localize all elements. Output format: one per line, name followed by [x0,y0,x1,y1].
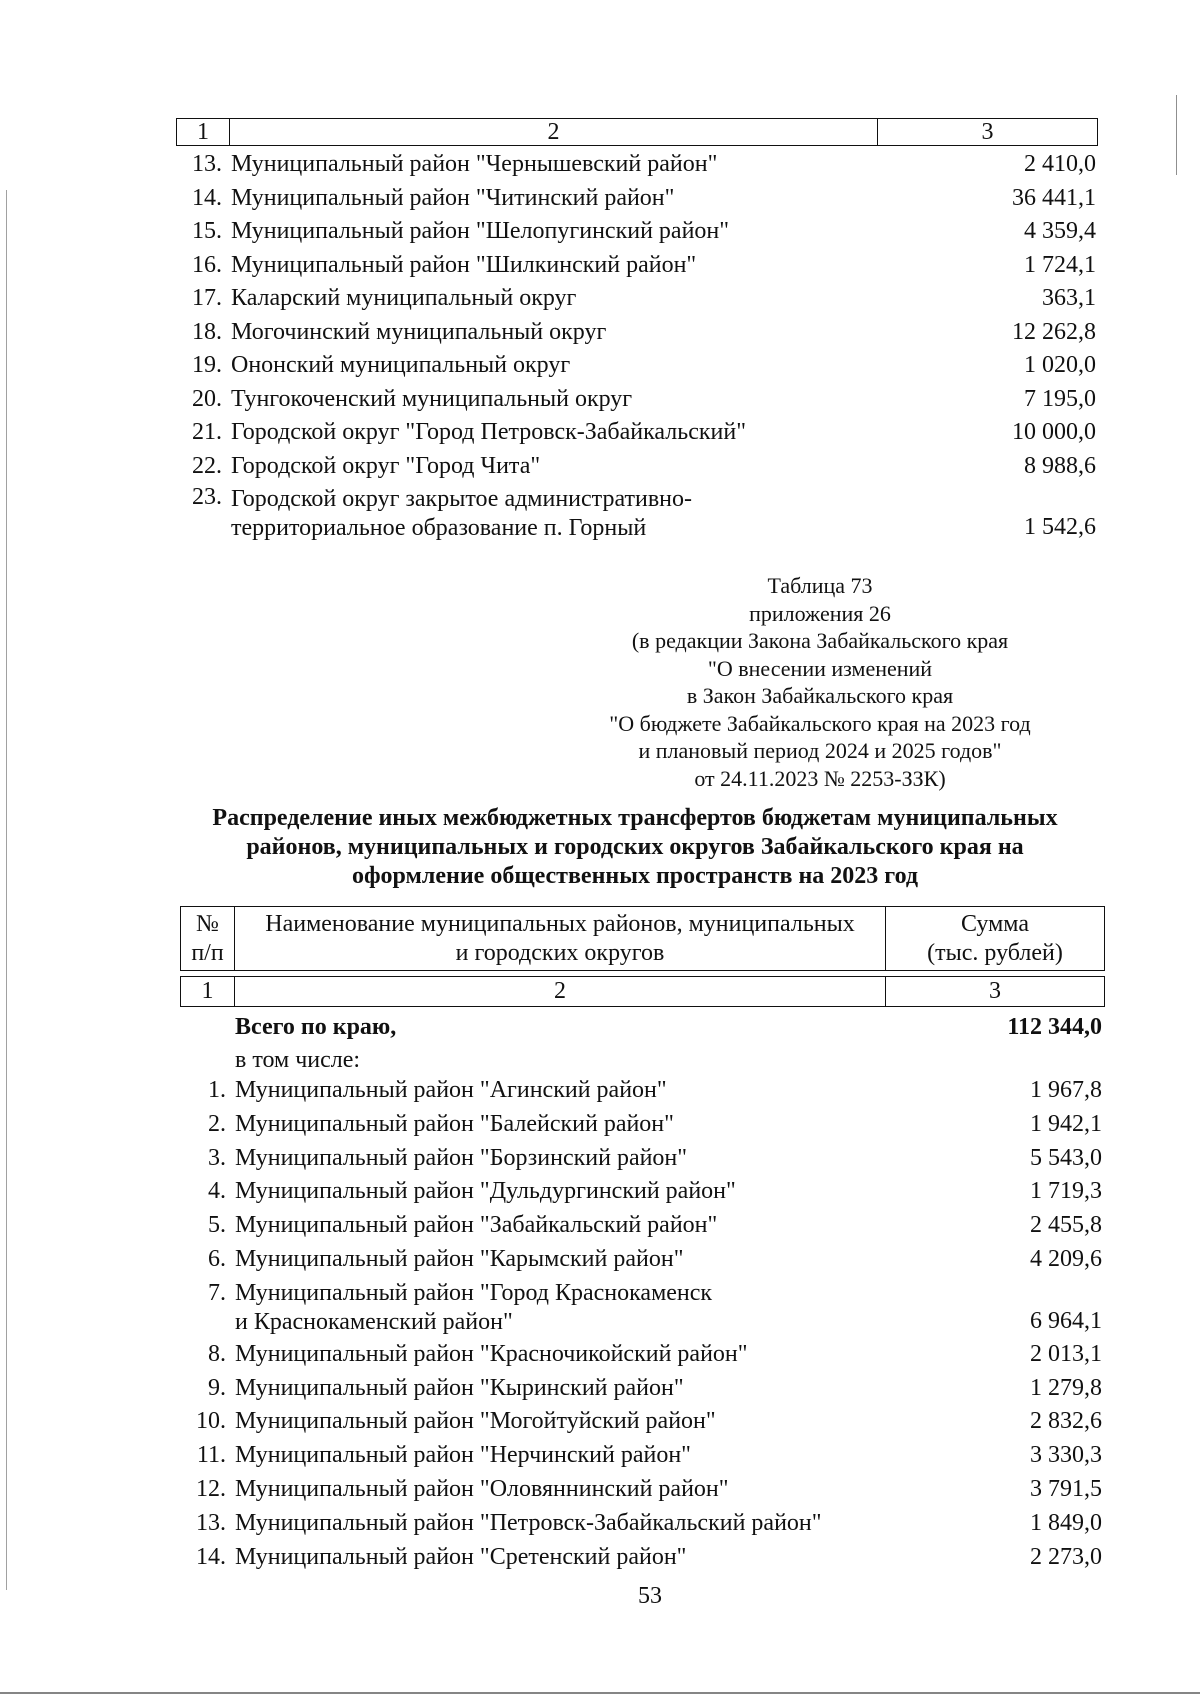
row-number: 8. [208,1340,226,1367]
row-name: Муниципальный район "Шилкинский район" [231,251,697,278]
scan-edge-right [1176,95,1177,175]
col-header-amount-line-1: Сумма [961,910,1029,937]
row-amount: 1 020,0 [1024,352,1096,378]
row-amount: 4 359,4 [1024,218,1096,244]
table-row [176,182,1096,216]
table-row [176,483,1096,544]
row-amount: 1 849,0 [1030,1509,1102,1536]
row-number: 21. [192,419,222,445]
scan-edge-bottom [0,1692,1200,1694]
row-amount: 1 542,6 [1024,514,1096,540]
row-number: 3. [208,1144,226,1171]
row-number: 9. [208,1374,226,1401]
row-number: 1. [208,1077,226,1103]
row-amount: 2 410,0 [1024,151,1096,177]
table-row [180,1142,1102,1176]
row-amount: 3 330,3 [1030,1442,1102,1469]
total-label: Всего по краю, [235,1014,397,1040]
col-header-number [181,907,235,971]
col-header-name-line-1: Наименование муниципальных районов, муниципальных [265,910,855,937]
row-number: 18. [192,318,222,345]
top-index-col-3: 3 [878,119,1098,146]
caption-line: (в редакции Закона Забайкальского края [631,628,1009,653]
row-number: 12. [196,1475,226,1502]
top-index-col-1: 1 [177,119,230,146]
row-name: Муниципальный район "Оловяннинский район" [235,1475,729,1502]
table-row [180,1405,1102,1439]
row-number: 19. [192,352,222,378]
row-amount: 2 832,6 [1030,1408,1102,1435]
row-number: 20. [192,385,222,412]
row-name: Муниципальный район "Забайкальский район" [235,1212,718,1239]
top-table-body [176,148,1096,544]
total-amount: 112 344,0 [1007,1014,1102,1040]
row-number: 14. [192,184,222,211]
table-row [180,1507,1102,1541]
row-name-line-1: Городской округ закрытое административно- [231,486,692,512]
row-number: 14. [196,1543,226,1570]
row-number: 13. [196,1509,226,1536]
row-name: Муниципальный район "Чернышевский район" [231,151,718,177]
row-name: Муниципальный район "Петровск-Забайкальский район" [235,1509,822,1536]
row-number: 4. [208,1178,226,1205]
row-amount: 8 988,6 [1024,452,1096,479]
table-row [176,282,1096,316]
table-row [180,1473,1102,1507]
table-row [180,1209,1102,1243]
row-name [235,1279,712,1337]
row-name: Каларский муниципальный округ [231,285,577,311]
caption-line: приложения 26 [749,600,891,626]
row-amount: 1 279,8 [1030,1374,1102,1401]
scan-edge-left [6,190,7,1590]
row-amount: 2 013,1 [1030,1340,1102,1367]
col-header-amount [886,907,1105,971]
row-name: Муниципальный район "Могойтуйский район" [235,1408,716,1435]
row-amount: 363,1 [1042,285,1096,311]
caption-line: "О бюджете Забайкальского края на 2023 год [609,710,1031,736]
row-amount: 36 441,1 [1012,184,1096,211]
row-name: Городской округ "Город Чита" [231,452,541,479]
table-row [176,349,1096,383]
title-line-3: оформление общественных пространств на 2023 год [351,863,919,889]
row-name: Муниципальный район "Сретенский район" [235,1543,687,1570]
row-amount: 12 262,8 [1012,318,1096,345]
row-name: Городской округ "Город Петровск-Забайкальский" [231,419,747,445]
row-amount: 1 724,1 [1024,251,1096,278]
title-line-2: районов, муниципальных и городских округов Забайкальского края на [246,834,1024,860]
row-amount: 1 719,3 [1030,1178,1102,1205]
row-name: Муниципальный район "Читинский район" [231,184,675,211]
caption-line: Таблица 73 [767,573,873,598]
row-name: Муниципальный район "Карымский район" [235,1245,684,1272]
table-row [180,1439,1102,1473]
col-header-number-line-2: п/п [191,939,224,966]
table-row [176,316,1096,350]
title-line-1: Распределение иных межбюджетных трансфертов бюджетам муниципальных [212,805,1058,831]
row-amount: 6 964,1 [1030,1307,1102,1334]
col-header-amount-line-2: (тыс. рублей) [927,939,1063,966]
row-name: Муниципальный район "Борзинский район" [235,1144,688,1171]
row-number: 5. [208,1212,226,1239]
including-row [180,1047,1102,1074]
row-name: Муниципальный район "Агинский район" [235,1077,667,1103]
table-caption [560,572,1080,792]
row-number: 11. [196,1442,226,1469]
row-name [231,485,692,543]
caption-line: от 24.11.2023 № 2253-ЗЗК) [694,765,946,791]
main-table-body [180,1011,1102,1574]
row-number: 7. [208,1279,226,1306]
row-name: Муниципальный район "Дульдургинский район" [235,1178,736,1205]
row-amount: 1 967,8 [1030,1077,1102,1103]
row-amount: 10 000,0 [1012,419,1096,445]
col-header-name-line-2: и городских округов [455,939,665,966]
main-index-col-1: 1 [181,977,235,1007]
top-index-col-2: 2 [230,119,878,146]
table-row [180,1541,1102,1575]
main-index-col-2: 2 [235,977,886,1007]
row-amount: 4 209,6 [1030,1245,1102,1272]
top-table-index-row [176,118,1098,146]
caption-line: "О внесении изменений [707,655,933,681]
row-name: Тунгокоченский муниципальный округ [231,385,633,412]
row-number: 10. [196,1408,226,1435]
row-name: Муниципальный район "Шелопугинский район" [231,218,730,244]
including-label: в том числе: [235,1047,361,1073]
table-row [176,249,1096,283]
table-row [176,215,1096,249]
table-row [180,1277,1102,1338]
row-amount: 3 791,5 [1030,1475,1102,1502]
table-row [180,1108,1102,1142]
row-name-line-1: Муниципальный район "Город Краснокаменск [235,1279,713,1306]
row-name-line-2: территориальное образование п. Горный [231,515,647,541]
row-number: 15. [192,218,222,244]
total-row [180,1011,1102,1047]
main-table-header [180,906,1105,971]
row-amount: 1 942,1 [1030,1110,1102,1137]
table-row [176,148,1096,182]
row-number: 2. [208,1110,226,1137]
page-title [160,804,1110,891]
row-name: Муниципальный район "Красночикойский район" [235,1340,748,1367]
col-header-name [235,907,886,971]
caption-line: в Закон Забайкальского края [686,683,954,708]
table-row [180,1243,1102,1277]
row-number: 22. [192,452,222,479]
row-amount: 2 455,8 [1030,1212,1102,1239]
row-name: Муниципальный район "Кыринский район" [235,1374,684,1401]
page-number: 53 [638,1583,662,1609]
table-row [176,383,1096,417]
col-header-number-line-1: № [196,910,219,937]
row-name-line-2: и Краснокаменский район" [235,1308,513,1335]
row-number: 13. [192,151,222,177]
caption-line: и плановый период 2024 и 2025 годов" [638,738,1002,763]
table-row [180,1175,1102,1209]
table-row [180,1372,1102,1406]
main-table-index-row [180,976,1105,1007]
table-row [180,1338,1102,1372]
row-number: 23. [192,484,222,510]
table-row [176,450,1096,484]
row-number: 6. [208,1245,226,1272]
row-name: Могочинский муниципальный округ [231,318,607,345]
row-name: Муниципальный район "Нерчинский район" [235,1442,691,1469]
row-number: 16. [192,251,222,278]
main-index-col-3: 3 [886,977,1105,1007]
row-name: Муниципальный район "Балейский район" [235,1110,674,1137]
table-row [180,1074,1102,1108]
table-row [176,416,1096,450]
row-amount: 2 273,0 [1030,1543,1102,1570]
row-amount: 7 195,0 [1024,385,1096,412]
row-amount: 5 543,0 [1030,1144,1102,1171]
row-number: 17. [192,285,222,311]
row-name: Ононский муниципальный округ [231,352,571,378]
